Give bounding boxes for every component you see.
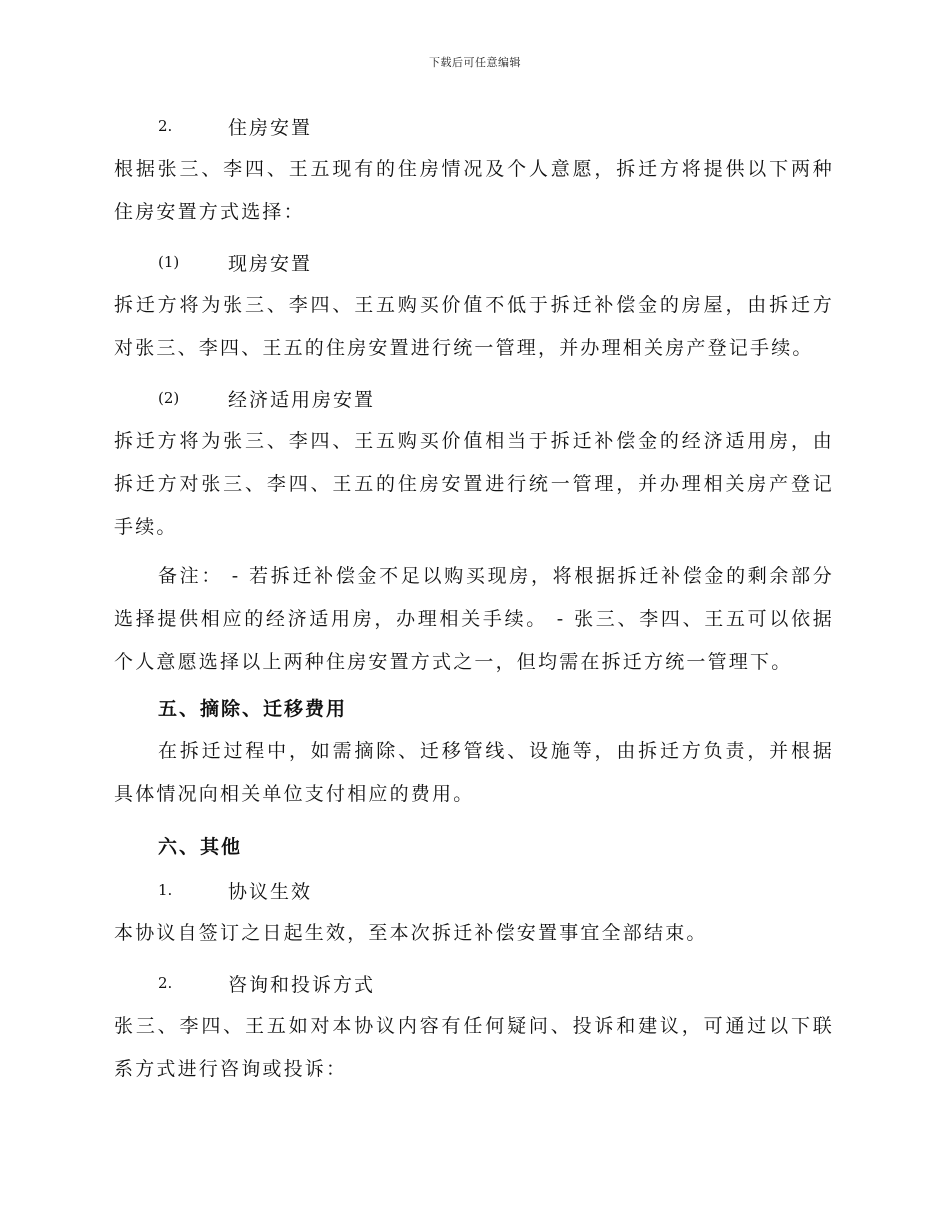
paragraph-housing-intro: 根据张三、李四、王五现有的住房情况及个人意愿，拆迁方将提供以下两种住房安置方式选择： <box>114 158 834 223</box>
subheading-label: 住房安置 <box>228 116 313 139</box>
subheading-number: 2. <box>158 117 173 135</box>
subheading-affordable-housing <box>114 376 834 420</box>
subheading-label: 现房安置 <box>228 252 313 275</box>
subheading-number: (1) <box>158 253 180 271</box>
subheading-number: 2. <box>158 974 173 992</box>
document-body <box>114 104 834 1091</box>
subheading-number: (2) <box>158 389 180 407</box>
section-heading-six: 六、其他 <box>158 835 243 858</box>
paragraph-contact: 张三、李四、王五如对本协议内容有任何疑问、投诉和建议，可通过以下联系方式进行咨询或投诉： <box>114 1015 834 1080</box>
subheading-contact <box>114 961 834 1005</box>
paragraph-existing-housing: 拆迁方将为张三、李四、王五购买价值不低于拆迁补偿金的房屋，由拆迁方对张三、李四、王五的住房安置进行统一管理，并办理相关房产登记手续。 <box>114 294 834 359</box>
subheading-existing-housing <box>114 240 834 284</box>
paragraph-agreement-effect: 本协议自签订之日起生效，至本次拆迁补偿安置事宜全部结束。 <box>114 922 708 944</box>
subheading-number: 1. <box>158 881 173 899</box>
subheading-label: 经济适用房安置 <box>228 388 376 411</box>
paragraph-affordable-housing: 拆迁方将为张三、李四、王五购买价值相当于拆迁补偿金的经济适用房，由拆迁方对张三、李四、王五的住房安置进行统一管理，并办理相关房产登记手续。 <box>114 430 834 538</box>
subheading-agreement-effect <box>114 868 834 912</box>
subheading-housing <box>114 104 834 148</box>
section-heading-five: 五、摘除、迁移费用 <box>158 697 348 720</box>
paragraph-removal-costs: 在拆迁过程中，如需摘除、迁移管线、设施等，由拆迁方负责，并根据具体情况向相关单位支付相应的费用。 <box>114 740 834 805</box>
subheading-label: 协议生效 <box>228 880 313 903</box>
page-header-note: 下载后可任意编辑 <box>429 56 521 69</box>
paragraph-note: 备注： - 若拆迁补偿金不足以购买现房，将根据拆迁补偿金的剩余部分选择提供相应的经济适用房，办理相关手续。 - 张三、李四、王五可以依据个人意愿选择以上两种住房安置方式之一，但均需在拆迁方统一管理下。 <box>114 565 834 673</box>
subheading-label: 咨询和投诉方式 <box>228 973 376 996</box>
